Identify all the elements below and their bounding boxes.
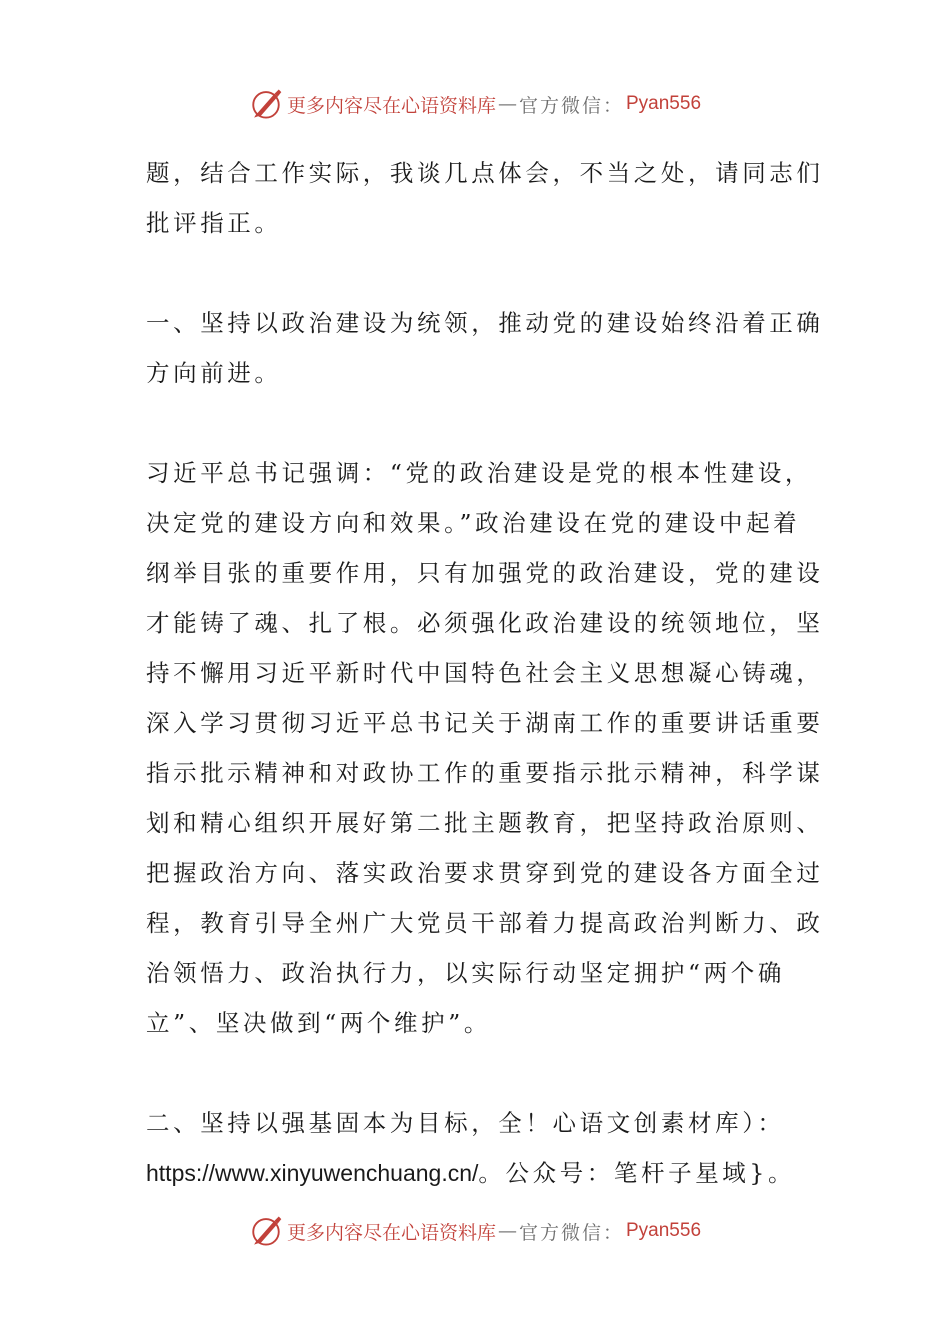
- text-line: 深入学习贯彻习近平总书记关于湖南工作的重要讲话重要: [146, 709, 824, 737]
- header-watermark: [0, 84, 950, 124]
- text-line: 方向前进。: [146, 359, 282, 387]
- watermark-official-label: 官方微信：: [518, 94, 624, 117]
- text-line: 立”、坚决做到“两个维护”。: [146, 1009, 491, 1037]
- watermark-brand: 更多内容尽在心语资料库: [286, 94, 496, 117]
- official-account-text: 。公众号：笔杆子星域}。: [478, 1159, 796, 1187]
- section-heading-2: [146, 1098, 806, 1198]
- text-line: 才能铸了魂、扎了根。必须强化政治建设的统领地位，坚: [146, 609, 824, 637]
- watermark-wechat-id: Pyan556: [626, 93, 702, 114]
- footer-watermark: [0, 1211, 950, 1251]
- watermark-dash: —: [497, 93, 517, 115]
- document-body: [146, 148, 824, 1198]
- text-line: 把握政治方向、落实政治要求贯穿到党的建设各方面全过: [146, 859, 824, 887]
- text-line-url: [146, 1148, 806, 1198]
- text-line: 二、坚持以强基固本为目标，全！心语文创素材库）：: [146, 1109, 785, 1137]
- watermark-wechat-id: Pyan556: [626, 1220, 702, 1241]
- text-line: 纲举目张的重要作用，只有加强党的政治建设，党的建设: [146, 559, 824, 587]
- paragraph-political-building: [146, 448, 824, 1048]
- pen-logo-icon: [249, 87, 283, 121]
- text-line: 程，教育引导全州广大党员干部着力提高政治判断力、政: [146, 909, 824, 937]
- source-url-link[interactable]: https://www.xinyuwenchuang.cn/: [146, 1160, 479, 1186]
- watermark-dash: —: [497, 1220, 517, 1242]
- text-line: 指示批示精神和对政协工作的重要指示批示精神，科学谋: [146, 759, 824, 787]
- text-line: 批评指正。: [146, 209, 282, 237]
- text-line: 题，结合工作实际，我谈几点体会，不当之处，请同志们: [146, 159, 824, 187]
- watermark-official-label: 官方微信：: [518, 1221, 624, 1244]
- text-line: 习近平总书记强调：“党的政治建设是党的根本性建设，: [146, 459, 813, 487]
- pen-logo-icon: [249, 1214, 283, 1248]
- text-line: 决定党的建设方向和效果。”政治建设在党的建设中起着: [146, 509, 801, 537]
- text-line: 划和精心组织开展好第二批主题教育，把坚持政治原则、: [146, 809, 824, 837]
- text-line: 持不懈用习近平新时代中国特色社会主义思想凝心铸魂，: [146, 659, 824, 687]
- section-heading-1: [146, 298, 824, 398]
- paragraph-intro: [146, 148, 824, 248]
- watermark-brand: 更多内容尽在心语资料库: [286, 1221, 496, 1244]
- text-line: 治领悟力、政治执行力，以实际行动坚定拥护“两个确: [146, 959, 785, 987]
- text-line: 一、坚持以政治建设为统领，推动党的建设始终沿着正确: [146, 309, 824, 337]
